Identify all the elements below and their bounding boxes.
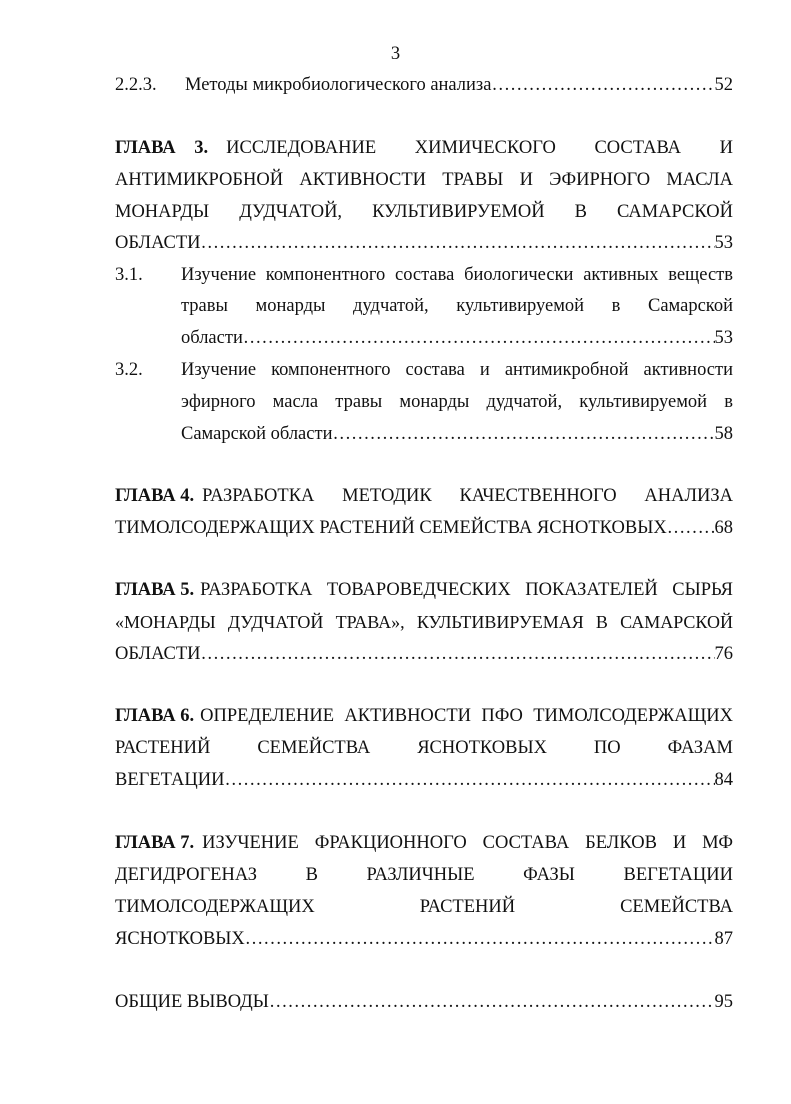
toc-line: РАСТЕНИЙ СЕМЕЙСТВА ЯСНОТКОВЫХ ПО ФАЗАМ: [115, 738, 733, 758]
chapter-label: ГЛАВА 3.: [115, 138, 209, 158]
section-number: 3.1.: [115, 265, 143, 285]
chapter-label: ГЛАВА 7.: [115, 833, 195, 853]
dot-leader: [491, 73, 714, 97]
toc-line: ДЕГИДРОГЕНАЗ В РАЗЛИЧНЫЕ ФАЗЫ ВЕГЕТАЦИИ: [115, 865, 733, 885]
toc-line: Методы микробиологического анализа …………………………………………………………………………………………………………………………………… 52: [185, 73, 733, 97]
section-number: 3.2.: [115, 360, 143, 380]
toc-line: области …………………………………………………………………………………………………………………………………… 53: [181, 326, 733, 350]
dot-leader: [269, 990, 715, 1014]
chapter-label: ГЛАВА 6.: [115, 706, 195, 726]
page-number: 3: [390, 44, 401, 64]
toc-line: ОБЩИЕ ВЫВОДЫ …………………………………………………………………………………………………………………………………… 95: [115, 990, 733, 1014]
dot-leader: [201, 231, 715, 255]
toc-line: ОБЛАСТИ …………………………………………………………………………………………………………………………………… 53: [115, 231, 733, 255]
dot-leader: [224, 768, 714, 792]
toc-line: ВЕГЕТАЦИИ …………………………………………………………………………………………………………………………………… 84: [115, 768, 733, 792]
toc-line: ГЛАВА 5. РАЗРАБОТКА ТОВАРОВЕДЧЕСКИХ ПОКАЗАТЕЛЕЙ СЫРЬЯ: [115, 580, 733, 600]
chapter-label: ГЛАВА 5.: [115, 580, 195, 600]
toc-line: ЯСНОТКОВЫХ …………………………………………………………………………………………………………………………………… 87: [115, 927, 733, 951]
toc-page: 95: [714, 992, 733, 1012]
toc-line: ОБЛАСТИ …………………………………………………………………………………………………………………………………… 76: [115, 642, 733, 666]
dot-leader: [245, 927, 715, 951]
section-number: 2.2.3.: [115, 75, 157, 95]
toc-page: 58: [714, 424, 733, 444]
toc-page: 53: [714, 328, 733, 348]
toc-line: «МОНАРДЫ ДУДЧАТОЙ ТРАВА», КУЛЬТИВИРУЕМАЯ В САМАРСКОЙ: [115, 612, 733, 632]
toc-line: Изучение компонентного состава биологически активных веществ: [181, 265, 733, 285]
toc-line: Изучение компонентного состава и антимикробной активности: [181, 360, 733, 380]
toc-line: ГЛАВА 6. ОПРЕДЕЛЕНИЕ АКТИВНОСТИ ПФО ТИМОЛСОДЕРЖАЩИХ: [115, 706, 733, 726]
toc-line: ГЛАВА 3. ИССЛЕДОВАНИЕ ХИМИЧЕСКОГО СОСТАВА И: [115, 138, 733, 158]
toc-page: 53: [714, 233, 733, 253]
toc-line: ТИМОЛСОДЕРЖАЩИХ РАСТЕНИЙ СЕМЕЙСТВА ЯСНОТКОВЫХ …………………………………………………………………………………………………………………………………… 68: [115, 516, 733, 540]
toc-line: ГЛАВА 7. ИЗУЧЕНИЕ ФРАКЦИОННОГО СОСТАВА БЕЛКОВ И МФ: [115, 833, 733, 853]
toc-page: 52: [714, 75, 733, 95]
toc-page: 87: [714, 929, 733, 949]
chapter-label: ГЛАВА 4.: [115, 486, 195, 506]
toc-line: МОНАРДЫ ДУДЧАТОЙ, КУЛЬТИВИРУЕМОЙ В САМАРСКОЙ: [115, 202, 733, 222]
toc-line: ТИМОЛСОДЕРЖАЩИХ РАСТЕНИЙ СЕМЕЙСТВА: [115, 897, 733, 917]
dot-leader: [332, 422, 714, 446]
toc-page: 68: [714, 518, 733, 538]
toc-line: эфирного масла травы монарды дудчатой, культивируемой в: [181, 392, 733, 412]
toc-line: травы монарды дудчатой, культивируемой в Самарской: [181, 296, 733, 316]
toc-page: 76: [714, 644, 733, 664]
toc-line: АНТИМИКРОБНОЙ АКТИВНОСТИ ТРАВЫ И ЭФИРНОГО МАСЛА: [115, 170, 733, 190]
toc-page: 84: [714, 770, 733, 790]
toc-line: ГЛАВА 4. РАЗРАБОТКА МЕТОДИК КАЧЕСТВЕННОГО АНАЛИЗА: [115, 486, 733, 506]
dot-leader: [667, 516, 715, 540]
dot-leader: [201, 642, 715, 666]
toc-line: Самарской области …………………………………………………………………………………………………………………………………… 58: [181, 422, 733, 446]
dot-leader: [243, 326, 715, 350]
